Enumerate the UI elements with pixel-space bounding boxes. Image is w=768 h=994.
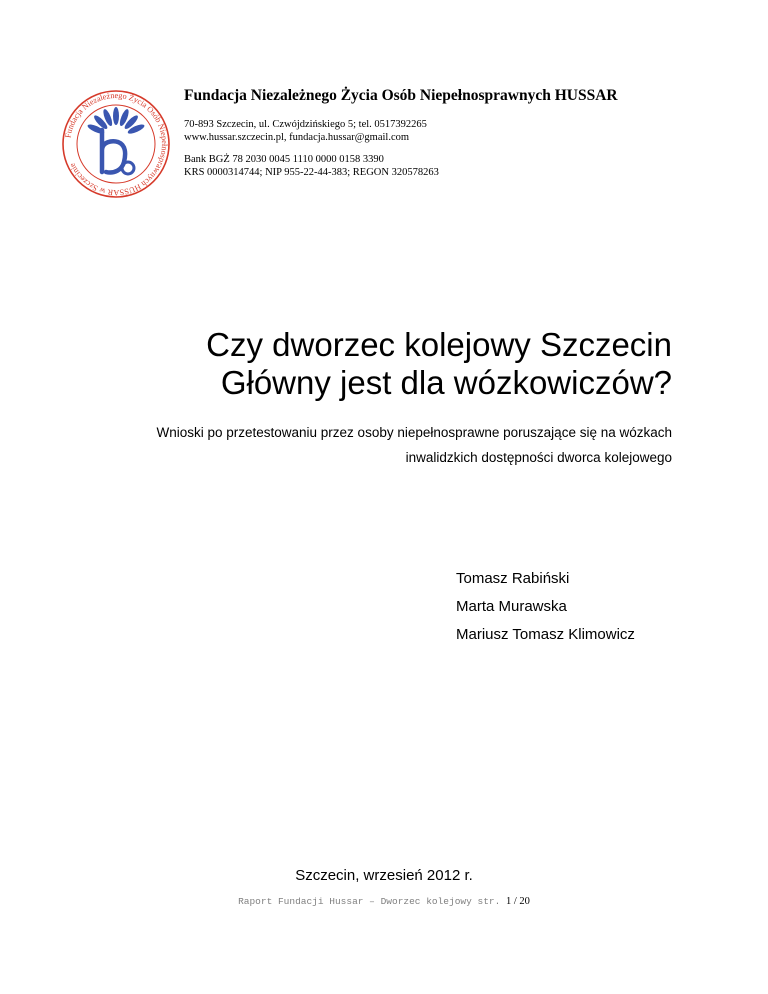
- author: Mariusz Tomasz Klimowicz: [456, 626, 635, 643]
- hussar-logo-icon: [58, 86, 174, 202]
- web-email-line: www.hussar.szczecin.pl, fundacja.hussar@gmail.com: [184, 132, 410, 143]
- author: Marta Murawska: [456, 598, 567, 615]
- page-footer: [0, 895, 768, 909]
- subtitle-line-2: inwalidzkich dostępności dworca kolejowego: [405, 450, 672, 465]
- subtitle-line-1: Wnioski po przetestowaniu przez osoby niepełnosprawne poruszające się na wózkach: [156, 425, 672, 440]
- title-line-2: Główny jest dla wózkowiczów?: [220, 364, 672, 401]
- logo-ring-text: Fundacja Niezależnego Życia Osób Niepełnosprawnych HUSSAR w Szczecinie: [63, 90, 170, 198]
- title-line-1: Czy dworzec kolejowy Szczecin: [206, 326, 672, 363]
- document-title: [206, 326, 672, 402]
- place-and-date: Szczecin, wrzesień 2012 r.: [295, 867, 473, 884]
- page-number: 1 / 20: [506, 896, 530, 907]
- registry-line: KRS 0000314744; NIP 955-22-44-383; REGON 320578263: [184, 167, 439, 178]
- organization-name: Fundacja Niezależnego Życia Osób Niepełnosprawnych HUSSAR: [184, 87, 618, 104]
- footer-text: Raport Fundacji Hussar – Dworzec kolejowy str.: [238, 896, 501, 907]
- foundation-logo: [58, 86, 174, 202]
- bank-line: Bank BGŻ 78 2030 0045 1110 0000 0158 3390: [184, 154, 384, 165]
- authors-list: [456, 565, 635, 649]
- address-line: 70-893 Szczecin, ul. Czwójdzińskiego 5; tel. 0517392265: [184, 119, 427, 130]
- author: Tomasz Rabiński: [456, 570, 570, 587]
- document-subtitle: [72, 420, 672, 470]
- letterhead: [184, 86, 724, 179]
